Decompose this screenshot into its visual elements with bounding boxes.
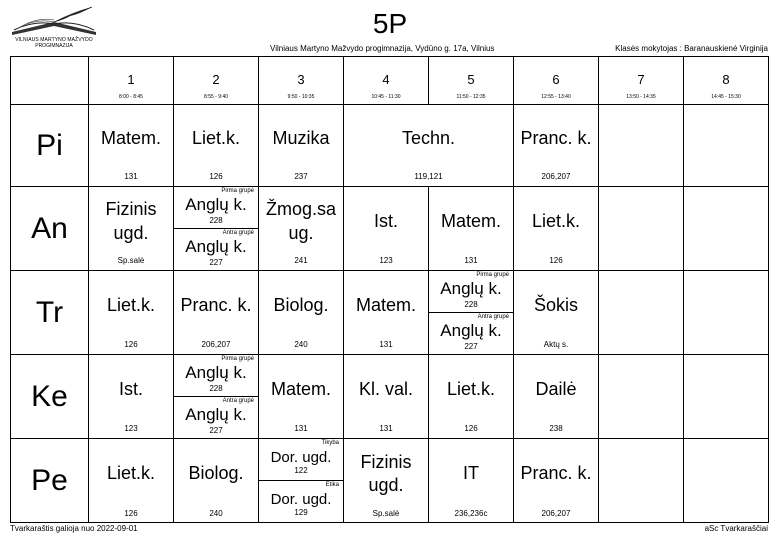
period-time: 12:55 - 13:40	[541, 94, 571, 100]
group-lesson	[429, 313, 513, 355]
corner-cell	[11, 57, 89, 105]
period-header	[429, 57, 514, 105]
lesson-subject: Fizinis ugd.	[360, 451, 412, 495]
group-lesson	[259, 481, 343, 523]
lesson-subject: Ist.	[373, 210, 398, 231]
lesson-cell	[174, 105, 259, 187]
lesson-cell	[89, 439, 174, 523]
lesson-subject: Biolog.	[273, 294, 329, 315]
group-subject: Anglų k.	[185, 405, 247, 424]
lesson-subject: IT	[463, 463, 479, 484]
lesson-room: 131	[379, 340, 393, 349]
group-room: 122	[294, 466, 308, 475]
period-number: 7	[637, 72, 645, 87]
period-number: 1	[127, 72, 135, 87]
group-label: Antra grupė	[222, 398, 254, 404]
school-logo	[8, 6, 100, 48]
lesson-subject: Žmog.sa ug.	[265, 199, 337, 243]
period-time: 9:50 - 10:35	[287, 94, 315, 100]
timetable-grid	[10, 56, 769, 523]
validity-note: Tvarkaraštis galioja nuo 2022-09-01	[10, 524, 138, 533]
lesson-room: 206,207	[541, 509, 571, 518]
lesson-cell	[174, 439, 259, 523]
lesson-subject: Techn.	[401, 127, 456, 148]
lesson-cell	[344, 271, 429, 355]
day-label: An	[11, 187, 89, 271]
lesson-room: 126	[124, 509, 138, 518]
lesson-subject: Matem.	[355, 294, 416, 315]
empty-cell	[684, 105, 768, 187]
empty-cell	[684, 271, 768, 355]
lesson-room: 131	[379, 424, 393, 433]
lesson-cell	[344, 355, 429, 439]
lesson-room: Sp.salė	[372, 509, 400, 518]
day-label: Pe	[11, 439, 89, 523]
day-label: Ke	[11, 355, 89, 439]
lesson-cell	[259, 187, 344, 271]
empty-cell	[599, 271, 684, 355]
period-header	[344, 57, 429, 105]
lesson-cell	[429, 355, 514, 439]
group-label: Antra grupė	[222, 230, 254, 236]
lesson-cell	[89, 105, 174, 187]
logo-text-line1: VILNIAUS MARTYNO MAŽVYDO	[15, 37, 93, 43]
group-label: Pirma grupė	[476, 272, 509, 278]
lesson-room: 123	[124, 424, 138, 433]
period-header	[89, 57, 174, 105]
lesson-subject: Pranc. k.	[520, 127, 592, 148]
split-lesson-cell	[174, 187, 259, 271]
lesson-room: 238	[549, 424, 563, 433]
lesson-subject: Matem.	[440, 210, 501, 231]
lesson-subject: Liet.k.	[446, 378, 496, 399]
lesson-cell	[514, 187, 599, 271]
group-lesson	[174, 355, 258, 397]
lesson-subject: Muzika	[272, 127, 330, 148]
group-label: Antra grupė	[477, 314, 509, 320]
group-subject: Anglų k.	[185, 195, 247, 214]
lesson-room: 131	[294, 424, 308, 433]
lesson-room: 126	[464, 424, 478, 433]
lesson-subject: Pranc. k.	[180, 294, 252, 315]
period-time: 10:45 - 11:30	[371, 94, 401, 100]
empty-cell	[599, 439, 684, 523]
group-lesson	[429, 271, 513, 313]
lesson-cell	[259, 105, 344, 187]
lesson-room: 240	[209, 509, 223, 518]
group-room: 227	[464, 342, 478, 351]
group-label: Pirma grupė	[221, 356, 254, 362]
lesson-cell	[89, 187, 174, 271]
lesson-cell	[429, 439, 514, 523]
period-number: 2	[212, 72, 220, 87]
lesson-cell	[344, 105, 514, 187]
lesson-room: Sp.salė	[117, 256, 145, 265]
lesson-room: 131	[464, 256, 478, 265]
group-room: 227	[209, 258, 223, 267]
group-room: 227	[209, 426, 223, 435]
lesson-subject: Pranc. k.	[520, 463, 592, 484]
period-time: 14:45 - 15:30	[711, 94, 741, 100]
lesson-cell	[259, 271, 344, 355]
lesson-room: 126	[124, 340, 138, 349]
period-number: 3	[297, 72, 305, 87]
lesson-cell	[174, 271, 259, 355]
group-subject: Anglų k.	[440, 321, 502, 340]
period-header	[684, 57, 768, 105]
group-lesson	[174, 187, 258, 229]
group-lesson	[174, 229, 258, 271]
empty-cell	[684, 439, 768, 523]
group-room: 129	[294, 508, 308, 517]
period-header	[174, 57, 259, 105]
day-label: Pi	[11, 105, 89, 187]
group-lesson	[259, 439, 343, 481]
lesson-subject: Fizinis ugd.	[105, 199, 157, 243]
lesson-room: 206,207	[201, 340, 231, 349]
class-teacher: Klasės mokytojas : Baranauskienė Virginija	[615, 44, 768, 53]
group-label: Etika	[325, 482, 339, 488]
period-time: 8:55 - 9:40	[204, 94, 228, 100]
period-number: 4	[382, 72, 390, 87]
group-label: Tikyba	[321, 440, 339, 446]
lesson-subject: Matem.	[100, 127, 161, 148]
period-time: 13:50 - 14:35	[626, 94, 656, 100]
lesson-subject: Šokis	[533, 294, 578, 315]
lesson-cell	[514, 355, 599, 439]
lesson-room: 237	[294, 172, 308, 181]
lesson-subject: Biolog.	[188, 463, 244, 484]
lesson-room: 206,207	[541, 172, 571, 181]
lesson-room: 241	[294, 256, 308, 265]
logo-text-line2: PROGIMNAZIJA	[35, 43, 73, 49]
group-lesson	[174, 397, 258, 439]
group-room: 228	[209, 384, 223, 393]
lesson-cell	[259, 355, 344, 439]
empty-cell	[599, 187, 684, 271]
group-subject: Anglų k.	[440, 279, 502, 298]
lesson-cell	[514, 105, 599, 187]
group-subject: Dor. ugd.	[270, 449, 332, 466]
lesson-cell	[89, 271, 174, 355]
lesson-subject: Liet.k.	[191, 127, 241, 148]
period-header	[514, 57, 599, 105]
period-header	[259, 57, 344, 105]
group-subject: Dor. ugd.	[270, 491, 332, 508]
lesson-room: Aktų s.	[543, 340, 569, 349]
lesson-room: 119,121	[414, 172, 443, 181]
period-time: 8:00 - 8:45	[119, 94, 143, 100]
split-lesson-cell	[174, 355, 259, 439]
lesson-subject: Matem.	[270, 378, 331, 399]
period-time: 11:50 - 12:35	[456, 94, 486, 100]
lesson-cell	[89, 355, 174, 439]
lesson-subject: Liet.k.	[106, 463, 156, 484]
group-subject: Anglų k.	[185, 237, 247, 256]
period-header	[599, 57, 684, 105]
period-number: 5	[467, 72, 475, 87]
lesson-subject: Liet.k.	[531, 210, 581, 231]
empty-cell	[599, 105, 684, 187]
group-subject: Anglų k.	[185, 363, 247, 382]
lesson-room: 126	[549, 256, 563, 265]
lesson-room: 123	[379, 256, 393, 265]
lesson-room: 126	[209, 172, 223, 181]
lesson-cell	[344, 187, 429, 271]
day-label: Tr	[11, 271, 89, 355]
lesson-room: 236,236c	[454, 509, 488, 518]
split-lesson-cell	[429, 271, 514, 355]
empty-cell	[684, 187, 768, 271]
lesson-subject: Ist.	[118, 378, 143, 399]
lesson-cell	[429, 187, 514, 271]
period-number: 6	[552, 72, 560, 87]
empty-cell	[599, 355, 684, 439]
lesson-cell	[514, 439, 599, 523]
empty-cell	[684, 355, 768, 439]
lesson-cell	[514, 271, 599, 355]
group-room: 228	[464, 300, 478, 309]
period-number: 8	[722, 72, 730, 87]
lesson-room: 240	[294, 340, 308, 349]
lesson-subject: Dailė	[535, 378, 577, 399]
lesson-room: 131	[124, 172, 138, 181]
book-quill-icon	[8, 6, 100, 38]
group-label: Pirma grupė	[221, 188, 254, 194]
lesson-subject: Liet.k.	[106, 294, 156, 315]
group-room: 228	[209, 216, 223, 225]
school-address: Vilniaus Martyno Mažvydo progimnazija, Vydūno g. 17a, Vilnius	[270, 44, 495, 53]
lesson-cell	[344, 439, 429, 523]
class-title: 5P	[372, 8, 408, 39]
generator-credit: aSc Tvarkaraščiai	[704, 524, 768, 533]
split-lesson-cell	[259, 439, 344, 523]
lesson-subject: Kl. val.	[358, 378, 414, 399]
